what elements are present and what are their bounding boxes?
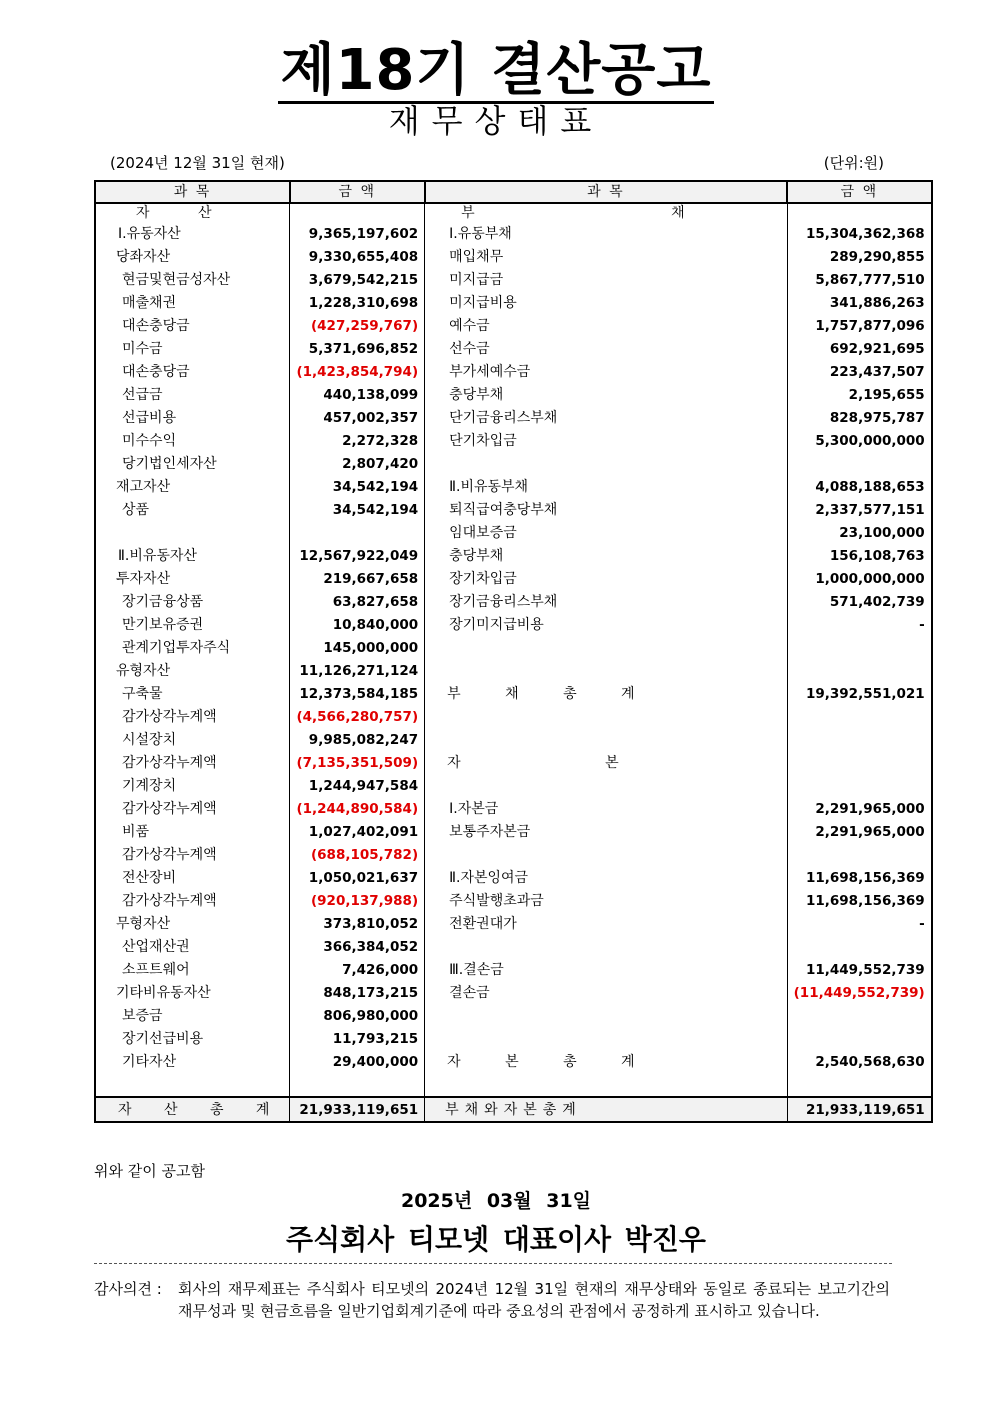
left-amount: 7,426,000 [290,958,425,981]
left-item-label: 유형자산 [95,659,290,682]
total-assets-value: 21,933,119,651 [290,1097,425,1122]
right-item-label [425,774,788,797]
table-row [95,843,932,866]
left-item-label: 기타비유동자산 [95,981,290,1004]
right-item-label: 결손금 [425,981,788,1004]
right-item-label [425,452,788,475]
page-title: 제18기 결산공고 [280,38,712,103]
table-row [95,912,932,935]
right-item-label: Ⅰ.유동부채 [425,222,788,245]
right-amount [787,705,932,728]
right-amount: 11,698,156,369 [787,866,932,889]
table-header-row [95,181,932,203]
left-amount: 848,173,215 [290,981,425,1004]
table-row [95,751,932,774]
right-amount: - [787,912,932,935]
table-row [95,1050,932,1073]
right-item-label: 단기금융리스부채 [425,406,788,429]
left-item-label: 감가상각누계액 [95,751,290,774]
table-row [95,1004,932,1027]
left-amount: 5,371,696,852 [290,337,425,360]
right-item-label: Ⅱ.비유동부채 [425,475,788,498]
left-amount: 9,330,655,408 [290,245,425,268]
table-row [95,935,932,958]
left-item-label: 미수금 [95,337,290,360]
total-liab-equity-value: 21,933,119,651 [787,1097,932,1122]
right-item-label: 주식발행초과금 [425,889,788,912]
right-amount: 19,392,551,021 [787,682,932,705]
right-amount: 23,100,000 [787,521,932,544]
left-item-label: 시설장치 [95,728,290,751]
header-item-right: 과 목 [425,181,788,203]
left-amount: 12,373,584,185 [290,682,425,705]
right-amount: 2,337,577,151 [787,498,932,521]
table-row [95,544,932,567]
header-item-left: 과 목 [95,181,290,203]
announcement-date: 2025년 03월 31일 [400,1190,592,1212]
left-item-label: 투자자산 [95,567,290,590]
right-amount [787,1027,932,1050]
statement-subtitle: 재무상태표 [388,102,604,140]
right-item-label: Ⅲ.결손금 [425,958,788,981]
table-row [95,820,932,843]
right-item-label: Ⅱ.자본잉여금 [425,866,788,889]
table-row [95,889,932,912]
table-row [95,521,932,544]
left-item-label: Ⅰ.유동자산 [95,222,290,245]
audit-opinion-text: 회사의 재무제표는 주식회사 티모넷의 2024년 12월 31일 현재의 재무상태와 동일로 종료되는 보고기간의 재무성과 및 현금흐름을 일반기업회계기준에 따라 중요성의 관점에서 공정하게 표시하고 있습니다. [178,1280,890,1320]
right-amount: 341,886,263 [787,291,932,314]
right-amount: 11,698,156,369 [787,889,932,912]
left-amount: 9,365,197,602 [290,222,425,245]
table-row [95,360,932,383]
right-amount: 5,300,000,000 [787,429,932,452]
left-item-label: 선급금 [95,383,290,406]
total-assets-label: 자 산 총 계 [95,1097,290,1122]
table-row [95,222,932,245]
right-item-label [425,1027,788,1050]
right-item-label: 자 본 총 계 [425,1050,788,1073]
left-item-label: 대손충당금 [95,360,290,383]
table-row [95,705,932,728]
left-item-label: 매출채권 [95,291,290,314]
table-row [95,268,932,291]
right-amount [787,751,932,774]
table-row [95,475,932,498]
left-amount: (920,137,988) [290,889,425,912]
audit-opinion-label: 감사의견 : [94,1280,162,1298]
left-amount: 1,244,947,584 [290,774,425,797]
left-amount: 29,400,000 [290,1050,425,1073]
right-item-label: 자 본 [425,751,788,774]
left-item-label: 장기선급비용 [95,1027,290,1050]
left-item-label: 당좌자산 [95,245,290,268]
right-amount: 5,867,777,510 [787,268,932,291]
table-row [95,682,932,705]
right-item-label: 퇴직급여충당부채 [425,498,788,521]
right-amount [787,636,932,659]
left-item-label: 소프트웨어 [95,958,290,981]
right-item-label: 장기차입금 [425,567,788,590]
right-item-label: 전환권대가 [425,912,788,935]
header-amount-right: 금 액 [787,181,932,203]
right-amount [787,935,932,958]
table-row [95,406,932,429]
left-amount: 9,985,082,247 [290,728,425,751]
left-item-label: 기계장치 [95,774,290,797]
table-row [95,383,932,406]
right-item-label: 단기차입금 [425,429,788,452]
left-amount: 1,228,310,698 [290,291,425,314]
right-amount: 1,757,877,096 [787,314,932,337]
left-amount: 145,000,000 [290,636,425,659]
left-item-label: 대손충당금 [95,314,290,337]
left-amount: (427,259,767) [290,314,425,337]
left-amount: (1,244,890,584) [290,797,425,820]
balance-sheet-body [95,203,932,1073]
left-item-label: 구축물 [95,682,290,705]
assets-heading: 자 산 [95,203,290,222]
table-row [95,981,932,1004]
table-row [95,613,932,636]
left-amount: 219,667,658 [290,567,425,590]
right-item-label [425,935,788,958]
left-amount: 11,793,215 [290,1027,425,1050]
right-amount: 692,921,695 [787,337,932,360]
table-row [95,659,932,682]
table-row [95,590,932,613]
right-item-label: 장기금융리스부채 [425,590,788,613]
left-amount: (688,105,782) [290,843,425,866]
right-amount: 1,000,000,000 [787,567,932,590]
right-item-label [425,843,788,866]
right-item-label [425,659,788,682]
left-item-label: 무형자산 [95,912,290,935]
right-amount: - [787,613,932,636]
right-amount: 289,290,855 [787,245,932,268]
table-row [95,245,932,268]
right-amount: 828,975,787 [787,406,932,429]
right-amount: 4,088,188,653 [787,475,932,498]
left-amount: 440,138,099 [290,383,425,406]
left-item-label: 감가상각누계액 [95,889,290,912]
right-amount: 2,195,655 [787,383,932,406]
table-row [95,797,932,820]
right-item-label: 보통주자본금 [425,820,788,843]
left-item-label: 재고자산 [95,475,290,498]
left-amount: 366,384,052 [290,935,425,958]
right-amount: 156,108,763 [787,544,932,567]
table-row [95,429,932,452]
divider [94,1263,892,1264]
right-item-label: 미지급금 [425,268,788,291]
right-item-label: 선수금 [425,337,788,360]
left-item-label: 상품 [95,498,290,521]
right-item-label: 예수금 [425,314,788,337]
left-amount: 11,126,271,124 [290,659,425,682]
unit-note: (단위:원) [823,154,884,172]
table-row [95,314,932,337]
left-amount: 373,810,052 [290,912,425,935]
right-amount: (11,449,552,739) [787,981,932,1004]
right-item-label: 부가세예수금 [425,360,788,383]
left-item-label: 선급비용 [95,406,290,429]
left-amount: (7,135,351,509) [290,751,425,774]
left-amount: 34,542,194 [290,498,425,521]
left-item-label: 관계기업투자주식 [95,636,290,659]
right-amount: 15,304,362,368 [787,222,932,245]
table-row [95,291,932,314]
as-of-date: (2024년 12월 31일 현재) [110,154,285,172]
left-item-label: 기타자산 [95,1050,290,1073]
left-amount: (4,566,280,757) [290,705,425,728]
announcement-note: 위와 같이 공고함 [94,1162,205,1180]
left-amount: 1,027,402,091 [290,820,425,843]
right-amount: 571,402,739 [787,590,932,613]
right-amount [787,452,932,475]
table-row [95,728,932,751]
left-item-label: 비품 [95,820,290,843]
left-amount: 806,980,000 [290,1004,425,1027]
spacer-row [95,1073,932,1097]
right-amount [787,774,932,797]
right-item-label: Ⅰ.자본금 [425,797,788,820]
right-item-label [425,728,788,751]
table-row [95,337,932,360]
total-liab-equity-label: 부채와자본총계 [425,1097,788,1122]
right-item-label: 임대보증금 [425,521,788,544]
left-item-label: 산업재산권 [95,935,290,958]
right-amount [787,843,932,866]
left-item-label [95,521,290,544]
left-item-label: 전산장비 [95,866,290,889]
left-item-label: 감가상각누계액 [95,705,290,728]
right-amount [787,1004,932,1027]
left-item-label: 만기보유증권 [95,613,290,636]
right-item-label: 장기미지급비용 [425,613,788,636]
table-row [95,958,932,981]
right-amount [787,659,932,682]
right-item-label: 매입채무 [425,245,788,268]
left-amount: 12,567,922,049 [290,544,425,567]
right-item-label: 미지급비용 [425,291,788,314]
right-amount [787,728,932,751]
left-amount: 2,807,420 [290,452,425,475]
right-amount: 2,291,965,000 [787,797,932,820]
table-row [95,774,932,797]
right-item-label [425,636,788,659]
table-row [95,1027,932,1050]
left-item-label: 감가상각누계액 [95,843,290,866]
table-row [95,498,932,521]
left-item-label: 보증금 [95,1004,290,1027]
table-row [95,452,932,475]
right-amount: 2,291,965,000 [787,820,932,843]
left-item-label: 당기법인세자산 [95,452,290,475]
left-amount: 2,272,328 [290,429,425,452]
table-row [95,567,932,590]
right-item-label: 충당부채 [425,544,788,567]
left-amount: (1,423,854,794) [290,360,425,383]
right-amount: 2,540,568,630 [787,1050,932,1073]
left-amount: 63,827,658 [290,590,425,613]
header-amount-left: 금 액 [290,181,425,203]
balance-sheet-table [94,180,933,1123]
left-item-label: 현금및현금성자산 [95,268,290,291]
right-amount: 11,449,552,739 [787,958,932,981]
left-amount: 10,840,000 [290,613,425,636]
left-amount: 34,542,194 [290,475,425,498]
right-item-label [425,1004,788,1027]
right-item-label: 부 채 총 계 [425,682,788,705]
table-row [95,636,932,659]
left-amount: 3,679,542,215 [290,268,425,291]
right-item-label: 충당부채 [425,383,788,406]
section-heading-row [95,203,932,222]
liabilities-heading: 부 채 [425,203,788,222]
left-item-label: 장기금융상품 [95,590,290,613]
left-amount: 1,050,021,637 [290,866,425,889]
left-amount [290,521,425,544]
left-item-label: 감가상각누계액 [95,797,290,820]
left-amount: 457,002,357 [290,406,425,429]
company-signature: 주식회사 티모넷 대표이사 박진우 [286,1223,706,1256]
left-item-label: Ⅱ.비유동자산 [95,544,290,567]
left-item-label: 미수수익 [95,429,290,452]
totals-row [95,1097,932,1122]
right-item-label [425,705,788,728]
right-amount: 223,437,507 [787,360,932,383]
table-row [95,866,932,889]
